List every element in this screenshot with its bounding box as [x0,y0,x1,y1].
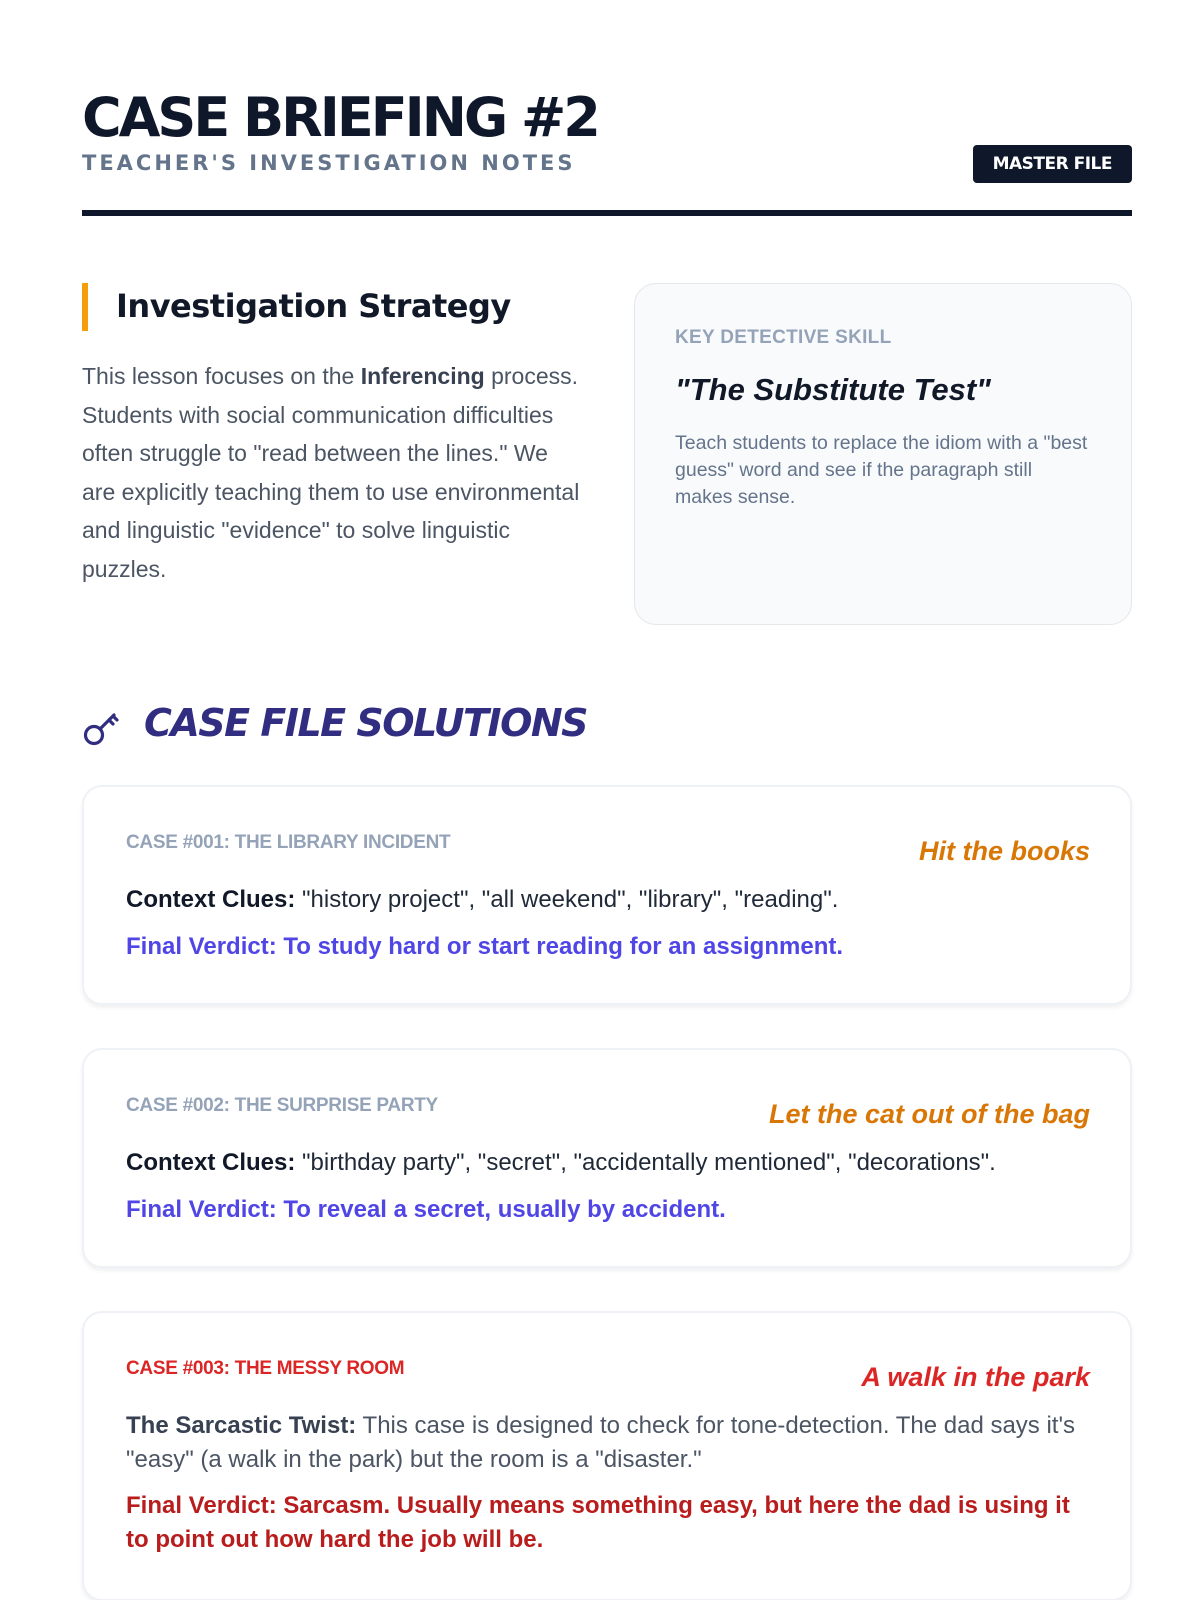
page-subtitle: TEACHER'S INVESTIGATION NOTES [82,151,576,175]
solutions-heading [82,698,782,748]
case-clues [126,1146,1088,1180]
case-card [82,785,1132,1005]
case-label: CASE #002: THE SURPRISE PARTY [126,1095,438,1116]
case-verdict: Final Verdict: Sarcasm. Usually means something easy, but here the dad is using it to point out how hard the job will be. [126,1492,1070,1553]
case-verdict: Final Verdict: To study hard or start reading for an assignment. [126,933,844,960]
strategy-body [82,357,582,588]
strategy-heading [82,283,582,331]
strategy-title: Investigation Strategy [116,287,511,325]
skill-description: Teach students to replace the idiom with a "best guess" word and see if the paragraph still makes sense. [675,432,1088,508]
strategy-body-end: process. Students with social communication difficulties often struggle to "read between the lines." We are explicitly teaching them to use environmental and linguistic "evidence" to solve linguistic puzzles. [82,363,580,582]
clue-text: This case is designed to check for tone-detection. The dad says it's "easy" (a walk in the park) but the room is a "disaster." [126,1412,1076,1473]
case-idiom: Hit the books [918,836,1090,866]
accent-bar [82,283,88,331]
skill-card [634,283,1132,625]
clue-label: Context Clues: [126,886,296,913]
case-clues [126,883,1088,917]
case-card [82,1048,1132,1268]
solutions-title: CASE FILE SOLUTIONS [144,701,588,745]
strategy-section [82,283,582,588]
case-card [82,1311,1132,1600]
clue-label: Context Clues: [126,1149,296,1176]
page [82,0,1132,1600]
skill-label: KEY DETECTIVE SKILL [675,327,892,348]
clue-text: "history project", "all weekend", "library", "reading". [295,886,839,913]
clue-text: "birthday party", "secret", "accidentally mentioned", "decorations". [295,1149,996,1176]
case-idiom: A walk in the park [861,1362,1090,1392]
case-clues [126,1409,1088,1477]
case-verdict: Final Verdict: To reveal a secret, usually by accident. [126,1196,726,1223]
case-label: CASE #003: THE MESSY ROOM [126,1358,405,1379]
master-file-badge: MASTER FILE [973,145,1132,183]
case-label: CASE #001: THE LIBRARY INCIDENT [126,832,451,853]
clue-label: The Sarcastic Twist: [126,1412,357,1439]
header-divider [82,210,1132,216]
header [82,88,1132,216]
strategy-body-highlight: Inferencing [360,363,485,389]
page-title: CASE BRIEFING #2 [82,86,598,149]
skill-title: "The Substitute Test" [675,372,991,407]
case-idiom: Let the cat out of the bag [769,1099,1090,1129]
strategy-body-start: This lesson focuses on the [82,363,361,389]
key-icon [82,708,122,748]
